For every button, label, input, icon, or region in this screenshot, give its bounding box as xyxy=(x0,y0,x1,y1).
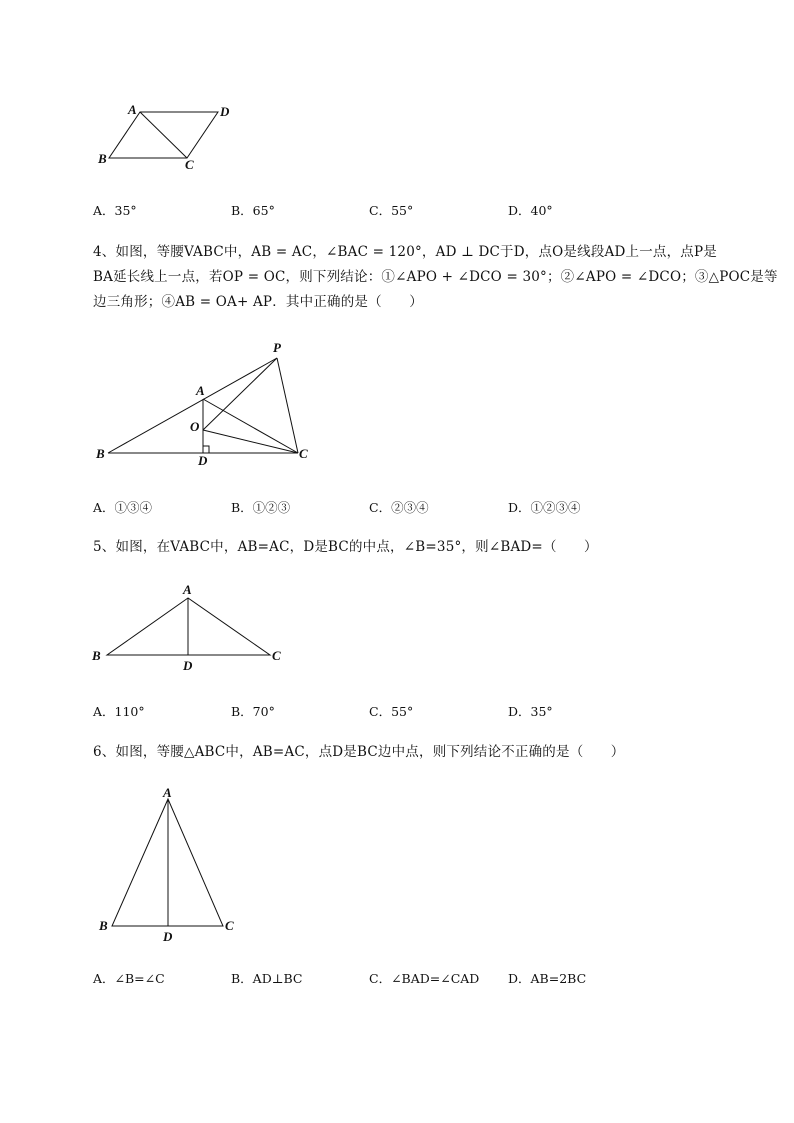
q6-label-a: A xyxy=(163,785,172,800)
q3-option-b[interactable]: B．65° xyxy=(231,203,275,218)
q4-question xyxy=(93,240,778,315)
q6-text: 6、如图，等腰△ABC中，AB=AC，点D是BC边中点，则下列结论不正确的是（ ） xyxy=(93,744,625,760)
q5-figure xyxy=(90,580,300,675)
q4-options xyxy=(93,498,733,516)
q5-text: 5、如图，在VABC中，AB=AC，D是BC的中点，∠B=35°，则∠BAD=（ ） xyxy=(93,539,598,555)
q4-label-c: C xyxy=(299,446,308,461)
q5-label-a: A xyxy=(183,582,192,597)
q3-label-c: C xyxy=(185,157,194,172)
q6-option-b[interactable]: B．AD⊥BC xyxy=(231,971,303,986)
q6-option-d[interactable]: D．AB=2BC xyxy=(508,971,587,986)
q5-option-c[interactable]: C．55° xyxy=(369,704,414,719)
q6-option-a[interactable]: A．∠B=∠C xyxy=(93,971,165,986)
q4-line-2: BA延长线上一点，若OP = OC，则下列结论：①∠APO + ∠DCO = 30°；②∠APO = ∠DCO；③△POC是等 xyxy=(93,269,778,285)
q4-line-3: 边三角形；④AB = OA+ AP．其中正确的是（ ） xyxy=(93,294,423,310)
q4-label-a: A xyxy=(196,383,205,398)
q5-question xyxy=(93,535,743,560)
q4-segment-bp xyxy=(108,358,277,453)
q4-right-angle-mark xyxy=(203,446,209,453)
q6-question xyxy=(93,740,743,765)
q4-segment-op xyxy=(203,358,277,430)
q4-label-b: B xyxy=(96,446,105,461)
q6-options xyxy=(93,969,733,987)
q5-options xyxy=(93,702,733,720)
q3-option-d[interactable]: D．40° xyxy=(508,203,553,218)
q6-option-c[interactable]: C．∠BAD=∠CAD xyxy=(369,971,480,986)
q4-label-o: O xyxy=(190,419,200,434)
q4-label-d: D xyxy=(198,453,208,468)
q3-diagonal-ac xyxy=(140,112,187,158)
q4-option-c[interactable]: C．②③④ xyxy=(369,500,429,515)
q3-label-d: D xyxy=(220,104,230,119)
q5-option-b[interactable]: B．70° xyxy=(231,704,275,719)
q5-option-a[interactable]: A．110° xyxy=(93,704,145,719)
q3-options xyxy=(93,201,733,219)
q4-figure xyxy=(90,335,330,470)
q3-option-c[interactable]: C．55° xyxy=(369,203,414,218)
q5-option-d[interactable]: D．35° xyxy=(508,704,553,719)
q5-label-d: D xyxy=(183,658,193,673)
q6-label-b: B xyxy=(99,918,108,933)
q3-label-b: B xyxy=(98,151,107,166)
q4-segment-oc xyxy=(203,430,298,453)
q4-option-d[interactable]: D．①②③④ xyxy=(508,500,581,515)
q6-label-d: D xyxy=(163,929,173,944)
q6-label-c: C xyxy=(225,918,234,933)
q5-label-b: B xyxy=(92,648,101,663)
q4-option-b[interactable]: B．①②③ xyxy=(231,500,291,515)
q4-label-p: P xyxy=(273,340,281,355)
q4-option-a[interactable]: A．①③④ xyxy=(93,500,153,515)
q4-segment-pc xyxy=(277,358,298,453)
q6-figure xyxy=(90,783,250,943)
q3-figure xyxy=(90,98,240,178)
q5-label-c: C xyxy=(272,648,281,663)
q4-segment-ac xyxy=(203,399,298,453)
q3-label-a: A xyxy=(128,102,137,117)
q3-option-a[interactable]: A．35° xyxy=(93,203,137,218)
q4-line-1: 4、如图，等腰VABC中，AB = AC，∠BAC = 120°，AD ⊥ DC于D，点O是线段AD上一点，点P是 xyxy=(93,244,717,260)
